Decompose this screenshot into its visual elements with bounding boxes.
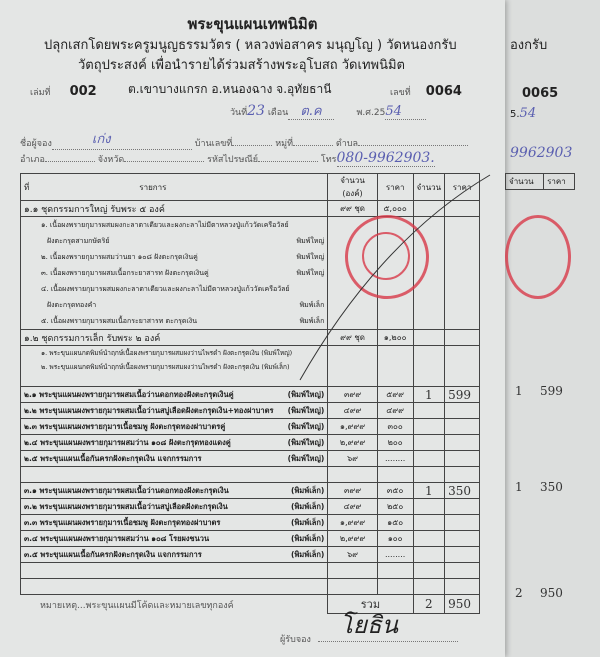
year-label: พ.ศ.25	[356, 108, 386, 118]
list-item: ๒. พระขุนแผนกดพิมพ์นำฤกษ์เนื้อผงพรายกุมารผสมผงว่านไพรดำ ฝังตะกรุดเงิน (พิมพ์เล็ก)	[41, 363, 290, 371]
item-name: ๒.๓ พระขุนแผนผงพรายกุมารเนื้อชมพู ฝังตะกรุดทองฝาบาตรคู่	[24, 421, 226, 431]
back-subtitle: องกรับ	[510, 38, 548, 53]
number-label: เลขที่	[390, 88, 411, 98]
set2-title: ๑.๒ ชุดกรรมการเล็ก รับพระ ๒ องค์	[21, 330, 328, 346]
list-item: ๑. เนื้อผงพรายกุมารผสมผงกะลาตาเดียวและผงกะลาไม่มีตาหลวงปู่แก้ววัดเครือวัลย์	[41, 221, 289, 229]
month: ต.ค	[288, 104, 333, 120]
back-qty-2: 1	[515, 480, 523, 494]
purpose: วัตถุประสงค์ เพื่อนำรายได้ร่วมสร้างพระอุโบสถ วัดเทพนิมิต	[78, 58, 405, 73]
set2-qty: ๙๙ ชุด	[328, 330, 377, 346]
book-label: เล่มที่	[30, 88, 51, 98]
item-qty: ๖๙	[328, 547, 377, 563]
back-number: 0065	[522, 86, 559, 101]
list-item: ฝังตะกรุดสามกษัตริย์ พิมพ์ใหญ่	[47, 237, 325, 245]
item-name: ๓.๕ พระขุนแผนเนื้อกันครกฝังตะกรุดเงิน แจกกรรมการ	[24, 549, 202, 559]
back-year: 54	[519, 106, 537, 121]
item-price: ๔๙๙	[377, 403, 413, 419]
item-price: ๑๐๐	[377, 531, 413, 547]
item-type: (พิมพ์เล็ก)	[290, 517, 325, 527]
item-name: ๒.๕ พระขุนแผนเนื้อกันครกฝังตะกรุดเงิน แจกกรรมการ	[24, 453, 202, 463]
item-type: (พิมพ์เล็ก)	[290, 533, 325, 543]
header-item: รายการ	[139, 182, 167, 192]
total-price: 950	[445, 595, 480, 614]
total-qty: 2	[413, 595, 445, 614]
item-type: (พิมพ์ใหญ่)	[287, 405, 325, 415]
day: 23	[247, 103, 265, 119]
address: ต.เขาบางแกรก อ.หนองฉาง จ.อุทัยธานี	[128, 82, 332, 96]
amphoe-label: อำเภอ	[20, 155, 45, 165]
item-price: ๒๕๐	[377, 499, 413, 515]
header-price: ราคา	[377, 174, 413, 201]
year: 54	[385, 104, 426, 120]
list-item: ๔. เนื้อผงพรายกุมารผสมผงกะลาตาเดียวและผงกะลาไม่มีตาหลวงปู่แก้ววัดเครือวัลย์	[41, 285, 290, 293]
item-price: ........	[377, 451, 413, 467]
item-name: ๒.๑ พระขุนแผนผงพรายกุมารผสมเนื้อว่านดอกทองฝังตะกรุดเงินคู่	[24, 389, 234, 399]
postal-label: รหัสไปรษณีย์	[207, 155, 259, 165]
tambon-label: ตำบล	[335, 139, 359, 149]
back-price-1: 599	[540, 384, 563, 398]
subtitle: ปลุกเสกโดยพระครูมนูญธรรมวัตร ( หลวงพ่อสาคร มนุญโญ ) วัดหนองกรับ	[44, 38, 457, 53]
day-label: วันที่	[230, 108, 248, 118]
page-title: พระขุนแผนเทพนิมิต	[187, 15, 318, 33]
item-type: (พิมพ์เล็ก)	[290, 485, 325, 495]
item-qty: ๑,๙๙๙	[328, 515, 377, 531]
header-qty: จำนวน (องค์)	[328, 174, 377, 201]
item-type: (พิมพ์ใหญ่)	[287, 421, 325, 431]
phone-label: โทร	[320, 155, 337, 165]
item-qty: ๒,๙๙๙	[328, 435, 377, 451]
item-qty: ๖๙	[328, 451, 377, 467]
set2-price: ๑,๒๐๐	[377, 330, 413, 346]
header-order-price: ราคา	[445, 174, 480, 201]
item-qty: ๔๙๙	[328, 499, 377, 515]
note: หมายเหตุ...พระขุนแผนมีโค้ดและหมายเลขทุกองค์	[40, 601, 234, 611]
back-total-price: 950	[540, 586, 563, 600]
item-qty: ๓๙๙	[328, 483, 377, 499]
list-item: ฝังตะกรุดทองคำ พิมพ์เล็ก	[47, 301, 325, 309]
list-item: ๕. เนื้อผงพรายกุมารผสมเนื้อกระยาสารท ตะกรุดเงิน พิมพ์เล็ก	[41, 317, 325, 325]
back-table	[505, 173, 575, 190]
item-name: ๓.๔ พระขุนแผนผงพรายกุมารผสมว่าน ๑๐๘ โรยผงชนวน	[24, 533, 210, 543]
item-price: ........	[377, 547, 413, 563]
order-qty: 1	[413, 387, 445, 403]
item-type: (พิมพ์ใหญ่)	[287, 453, 325, 463]
item-qty: ๓๙๙	[328, 387, 377, 403]
header-no: ที่	[24, 182, 30, 192]
item-price: ๓๕๐	[377, 483, 413, 499]
back-price-2: 350	[540, 480, 563, 494]
receiver-label: ผู้รับจอง	[280, 635, 311, 645]
item-qty: ๑,๙๙๙	[328, 419, 377, 435]
item-name: ๓.๒ พระขุนแผนผงพรายกุมารผสมเนื้อว่านสบู่เลือดฝังตะกรุดเงิน	[24, 501, 228, 511]
item-type: (พิมพ์เล็ก)	[290, 501, 325, 511]
book-number: 002	[69, 84, 97, 99]
item-name: ๓.๓ พระขุนแผนผงพรายกุมารเนื้อชมพู ฝังตะกรุดทองฝาบาตร	[24, 517, 221, 527]
item-price: ๓๐๐	[377, 419, 413, 435]
back-header-qty: จำนวน	[506, 174, 544, 190]
back-header-price: ราคา	[544, 174, 575, 190]
phone: 080-9962903.	[336, 150, 435, 166]
back-stamp	[505, 215, 571, 299]
list-item: ๒. เนื้อผงพรายกุมารผสมว่านยา ๑๐๘ ฝังตะกรุดเงินคู่ พิมพ์ใหญ่	[41, 253, 325, 261]
moo-label: หมู่ที่	[275, 139, 294, 149]
back-phone: 9962903	[510, 145, 573, 161]
list-item: ๑. พระขุนแผนกดพิมพ์นำฤกษ์เนื้อผงพรายกุมารผสมผงว่านไพรดำ ฝังตะกรุดเงิน (พิมพ์ใหญ่)	[41, 349, 293, 357]
order-qty: 1	[413, 483, 445, 499]
form-number: 0064	[425, 84, 462, 99]
back-total-qty: 2	[515, 586, 523, 600]
set1-price: ๕,๐๐๐	[377, 201, 413, 217]
list-item: ๓. เนื้อผงพรายกุมารผสมเนื้อกระยาสารท ฝังตะกรุดเงินคู่ พิมพ์ใหญ่	[41, 269, 325, 277]
item-type: (พิมพ์ใหญ่)	[287, 437, 325, 447]
item-qty: ๔๙๙	[328, 403, 377, 419]
month-label: เดือน	[267, 108, 289, 118]
item-price: ๕๙๙	[377, 387, 413, 403]
order-price: 599	[445, 387, 480, 403]
name-label: ชื่อผู้จอง	[20, 139, 52, 149]
item-name: ๓.๑ พระขุนแผนผงพรายกุมารผสมเนื้อว่านดอกทองฝังตะกรุดเงิน	[24, 485, 229, 495]
customer-name: เก่ง	[52, 128, 192, 150]
item-price: ๑๕๐	[377, 515, 413, 531]
item-name: ๒.๔ พระขุนแผนผงพรายกุมารผสมว่าน ๑๐๘ ฝังตะกรุดทองแดงคู่	[24, 437, 231, 447]
house-label: บ้านเลขที่	[194, 139, 233, 149]
signature: โยธิน	[340, 611, 399, 639]
order-price: 350	[445, 483, 480, 499]
header-order-qty: จำนวน	[413, 174, 445, 201]
set1-qty: ๙๙ ชุด	[328, 201, 377, 217]
item-name: ๒.๒ พระขุนแผนผงพรายกุมารผสมเนื้อว่านสบู่เลือดฝังตะกรุดเงิน+ทองฝาบาตร	[24, 405, 274, 415]
back-year-label: 5.	[510, 109, 520, 120]
set1-title: ๑.๑ ชุดกรรมการใหญ่ รับพระ ๕ องค์	[21, 201, 328, 217]
item-qty: ๒,๙๙๙	[328, 531, 377, 547]
item-type: (พิมพ์ใหญ่)	[287, 389, 325, 399]
item-type: (พิมพ์เล็ก)	[290, 549, 325, 559]
back-qty-1: 1	[515, 384, 523, 398]
item-price: ๒๐๐	[377, 435, 413, 451]
total-label: รวม	[328, 595, 413, 614]
province-label: จังหวัด	[97, 155, 125, 165]
